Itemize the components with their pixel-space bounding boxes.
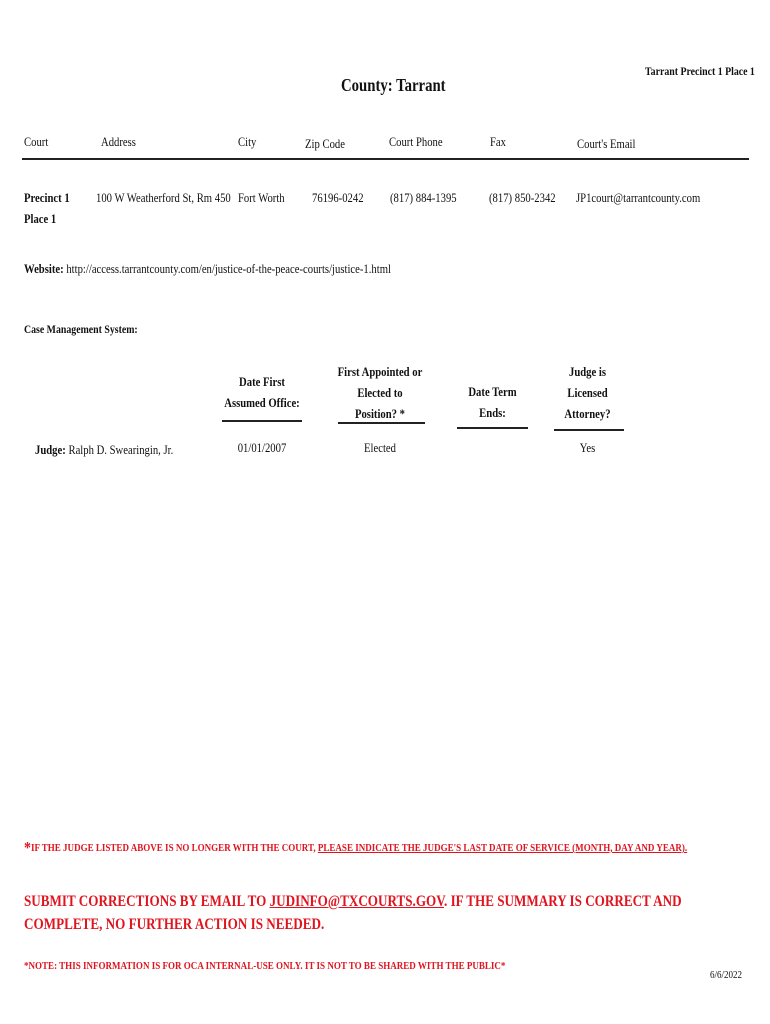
- col-header-zip: Zip Code: [305, 136, 345, 151]
- footer-asterisk: *: [24, 838, 31, 857]
- col-underline-term-ends: [457, 427, 528, 429]
- judge-appointed-or-elected: Elected: [364, 440, 396, 455]
- court-name-line1: Precinct 1: [24, 190, 70, 205]
- submit-corrections: [24, 890, 682, 936]
- court-email: JP1court@tarrantcounty.com: [576, 190, 701, 205]
- judge-licensed: Yes: [579, 440, 596, 455]
- website-line: [24, 261, 391, 277]
- footer-note-part1: IF THE JUDGE LISTED ABOVE IS NO LONGER WITH THE COURT,: [30, 842, 318, 854]
- col-underline-licensed: [554, 429, 624, 431]
- court-address: 100 W Weatherford St, Rm 450: [96, 190, 231, 205]
- col-header-address: Address: [101, 134, 136, 149]
- internal-use-note: *NOTE: THIS INFORMATION IS FOR OCA INTERNAL-USE ONLY. IT IS NOT TO BE SHARED WITH THE PUBLIC*: [24, 960, 506, 972]
- col-header-court: Court: [24, 134, 49, 149]
- footer-date: 6/6/2022: [710, 969, 743, 981]
- submit-line1: [24, 890, 682, 913]
- col-header-term-ends-line1: Date Term: [468, 384, 517, 399]
- col-header-date-first: [221, 371, 303, 413]
- judge-label: Judge:: [35, 442, 66, 457]
- col-header-appointed-line3: Position? *: [354, 406, 406, 421]
- footer-note-part2: PLEASE INDICATE THE JUDGE'S LAST DATE OF SERVICE (MONTH, DAY AND YEAR).: [317, 842, 688, 854]
- website-label: Website:: [24, 261, 64, 276]
- footer-note: [24, 838, 687, 858]
- col-header-date-first-line2: Assumed Office:: [224, 395, 300, 410]
- case-management-label: Case Management System:: [24, 322, 138, 336]
- judge-name: Ralph D. Swearingin, Jr.: [68, 442, 174, 457]
- col-header-date-first-line1: Date First: [239, 374, 285, 389]
- col-header-phone: Court Phone: [389, 134, 443, 149]
- col-header-appointed-line1: First Appointed or: [337, 364, 423, 379]
- col-header-licensed-line3: Attorney?: [564, 406, 611, 421]
- col-header-licensed-line2: Licensed: [567, 385, 608, 400]
- submit-email-link[interactable]: JUDINFO@TXCOURTS.GOV: [269, 893, 445, 910]
- submit-line2: COMPLETE, NO FURTHER ACTION IS NEEDED.: [24, 916, 325, 933]
- court-phone: (817) 884-1395: [390, 190, 457, 205]
- website-url[interactable]: http://access.tarrantcounty.com/en/justice-of-the-peace-courts/justice-1.html: [66, 261, 391, 276]
- col-header-email: Court's Email: [577, 136, 636, 151]
- col-header-term-ends-line2: Ends:: [479, 405, 506, 420]
- court-city: Fort Worth: [238, 190, 285, 205]
- header-divider: [22, 158, 749, 160]
- col-underline-date-first: [222, 420, 302, 422]
- submit-part2: . IF THE SUMMARY IS CORRECT AND: [444, 893, 682, 910]
- col-header-city: City: [238, 134, 257, 149]
- judge-line: [35, 442, 173, 458]
- judge-date-first: 01/01/2007: [237, 440, 287, 455]
- col-header-licensed-line1: Judge is: [568, 364, 607, 379]
- col-header-fax: Fax: [490, 134, 506, 149]
- court-fax: (817) 850-2342: [489, 190, 556, 205]
- col-underline-appointed: [338, 422, 425, 424]
- col-header-appointed: [331, 361, 429, 424]
- court-zip: 76196-0242: [312, 190, 364, 205]
- col-header-appointed-line2: Elected to: [357, 385, 403, 400]
- col-header-licensed: [553, 361, 623, 424]
- county-title: County: Tarrant: [341, 75, 446, 95]
- page-header-court-id: Tarrant Precinct 1 Place 1: [645, 64, 755, 78]
- court-name-line2: Place 1: [24, 211, 57, 226]
- col-header-term-ends: [454, 381, 532, 423]
- submit-part1: SUBMIT CORRECTIONS BY EMAIL TO: [24, 893, 270, 910]
